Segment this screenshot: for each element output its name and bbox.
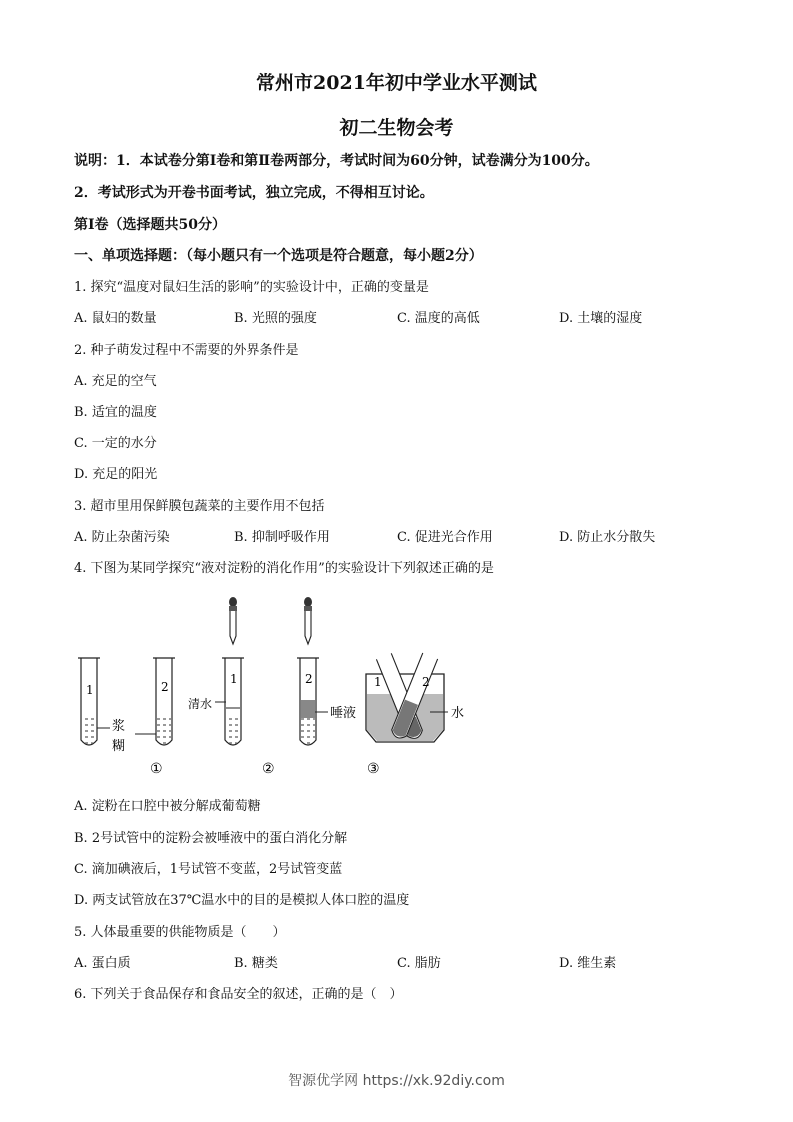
tube-2-label-step2: 2 bbox=[305, 672, 313, 686]
step-1-label: ① bbox=[150, 761, 163, 777]
step-3-label: ③ bbox=[367, 761, 380, 777]
question-5-stem: 5. 人体最重要的供能物质是（ ） bbox=[74, 925, 286, 940]
q1-option-a: A. 鼠妇的数量 bbox=[74, 311, 157, 326]
q5-option-d: D. 维生素 bbox=[559, 956, 617, 971]
q1-option-d: D. 土壤的湿度 bbox=[559, 311, 643, 326]
dropper-1-icon bbox=[229, 597, 237, 644]
question-1-stem: 1. 探究“温度对鼠妇生活的影响”的实验设计中，正确的变量是 bbox=[74, 280, 429, 295]
q3-option-c: C. 促进光合作用 bbox=[397, 530, 493, 545]
tube-1-label-step2: 1 bbox=[230, 672, 238, 686]
q2-option-b: B. 适宜的温度 bbox=[74, 405, 157, 420]
q1-option-c: C. 温度的高低 bbox=[397, 311, 480, 326]
q5-option-c: C. 脂肪 bbox=[397, 956, 441, 971]
q2-option-a: A. 充足的空气 bbox=[74, 374, 157, 389]
bath-tube-1-label: 1 bbox=[374, 675, 382, 689]
q5-option-a: A. 蛋白质 bbox=[74, 956, 131, 971]
tube-2-step1 bbox=[153, 658, 175, 745]
q1-option-b: B. 光照的强度 bbox=[234, 311, 317, 326]
saliva-label: 唾液 bbox=[330, 706, 357, 721]
q4-option-b: B. 2号试管中的淀粉会被唾液中的蛋白消化分解 bbox=[74, 831, 348, 846]
q4-option-c: C. 滴加碘液后，1号试管不变蓝，2号试管变蓝 bbox=[74, 862, 343, 877]
instruction-line-2: 2．考试形式为开卷书面考试，独立完成，不得相互讨论。 bbox=[74, 185, 434, 201]
page-subtitle: 初二生物会考 bbox=[339, 117, 454, 139]
section-part: 一、单项选择题：（每小题只有一个选项是符合题意，每小题2分） bbox=[74, 248, 483, 264]
section-title: 第Ⅰ卷（选择题共50分） bbox=[74, 217, 227, 233]
question-4-stem: 4. 下图为某同学探究“液对淀粉的消化作用”的实验设计下列叙述正确的是 bbox=[74, 561, 494, 576]
tube-2-step2 bbox=[297, 658, 319, 745]
tube-2-label: 2 bbox=[161, 680, 169, 694]
q4-option-a: A. 淀粉在口腔中被分解成葡萄糖 bbox=[74, 799, 261, 814]
tube-1-step1 bbox=[78, 658, 100, 745]
water-label: 清水 bbox=[188, 697, 213, 711]
question-3-stem: 3. 超市里用保鲜膜包蔬菜的主要作用不包括 bbox=[74, 499, 325, 514]
q2-option-d: D. 充足的阳光 bbox=[74, 467, 158, 482]
page-title: 常州市2021年初中学业水平测试 bbox=[256, 72, 537, 94]
footer-watermark: 智源优学网 https://xk.92diy.com bbox=[288, 1073, 505, 1089]
water-bath-icon bbox=[366, 653, 444, 742]
q3-option-a: A. 防止杂菌污染 bbox=[74, 530, 170, 545]
q4-option-d: D. 两支试管放在37℃温水中的目的是模拟人体口腔的温度 bbox=[74, 893, 410, 908]
tube-1-label: 1 bbox=[86, 683, 94, 697]
step-2-label: ② bbox=[262, 761, 275, 777]
question-2-stem: 2. 种子萌发过程中不需要的外界条件是 bbox=[74, 343, 299, 358]
bath-water-label: 水 bbox=[451, 706, 465, 721]
instruction-line-1: 说明：1．本试卷分第Ⅰ卷和第Ⅱ卷两部分，考试时间为60分钟，试卷满分为100分。 bbox=[74, 153, 599, 169]
q3-option-b: B. 抑制呼吸作用 bbox=[234, 530, 330, 545]
question-6-stem: 6. 下列关于食品保存和食品安全的叙述，正确的是（ ） bbox=[74, 987, 403, 1002]
paste-label-2: 糊 bbox=[112, 739, 126, 754]
bath-tube-2-label: 2 bbox=[422, 675, 430, 689]
q3-option-d: D. 防止水分散失 bbox=[559, 530, 656, 545]
experiment-figure bbox=[60, 590, 480, 785]
paste-label-1: 浆 bbox=[112, 719, 126, 734]
dropper-2-icon bbox=[304, 597, 312, 644]
q5-option-b: B. 糖类 bbox=[234, 956, 278, 971]
q2-option-c: C. 一定的水分 bbox=[74, 436, 157, 451]
